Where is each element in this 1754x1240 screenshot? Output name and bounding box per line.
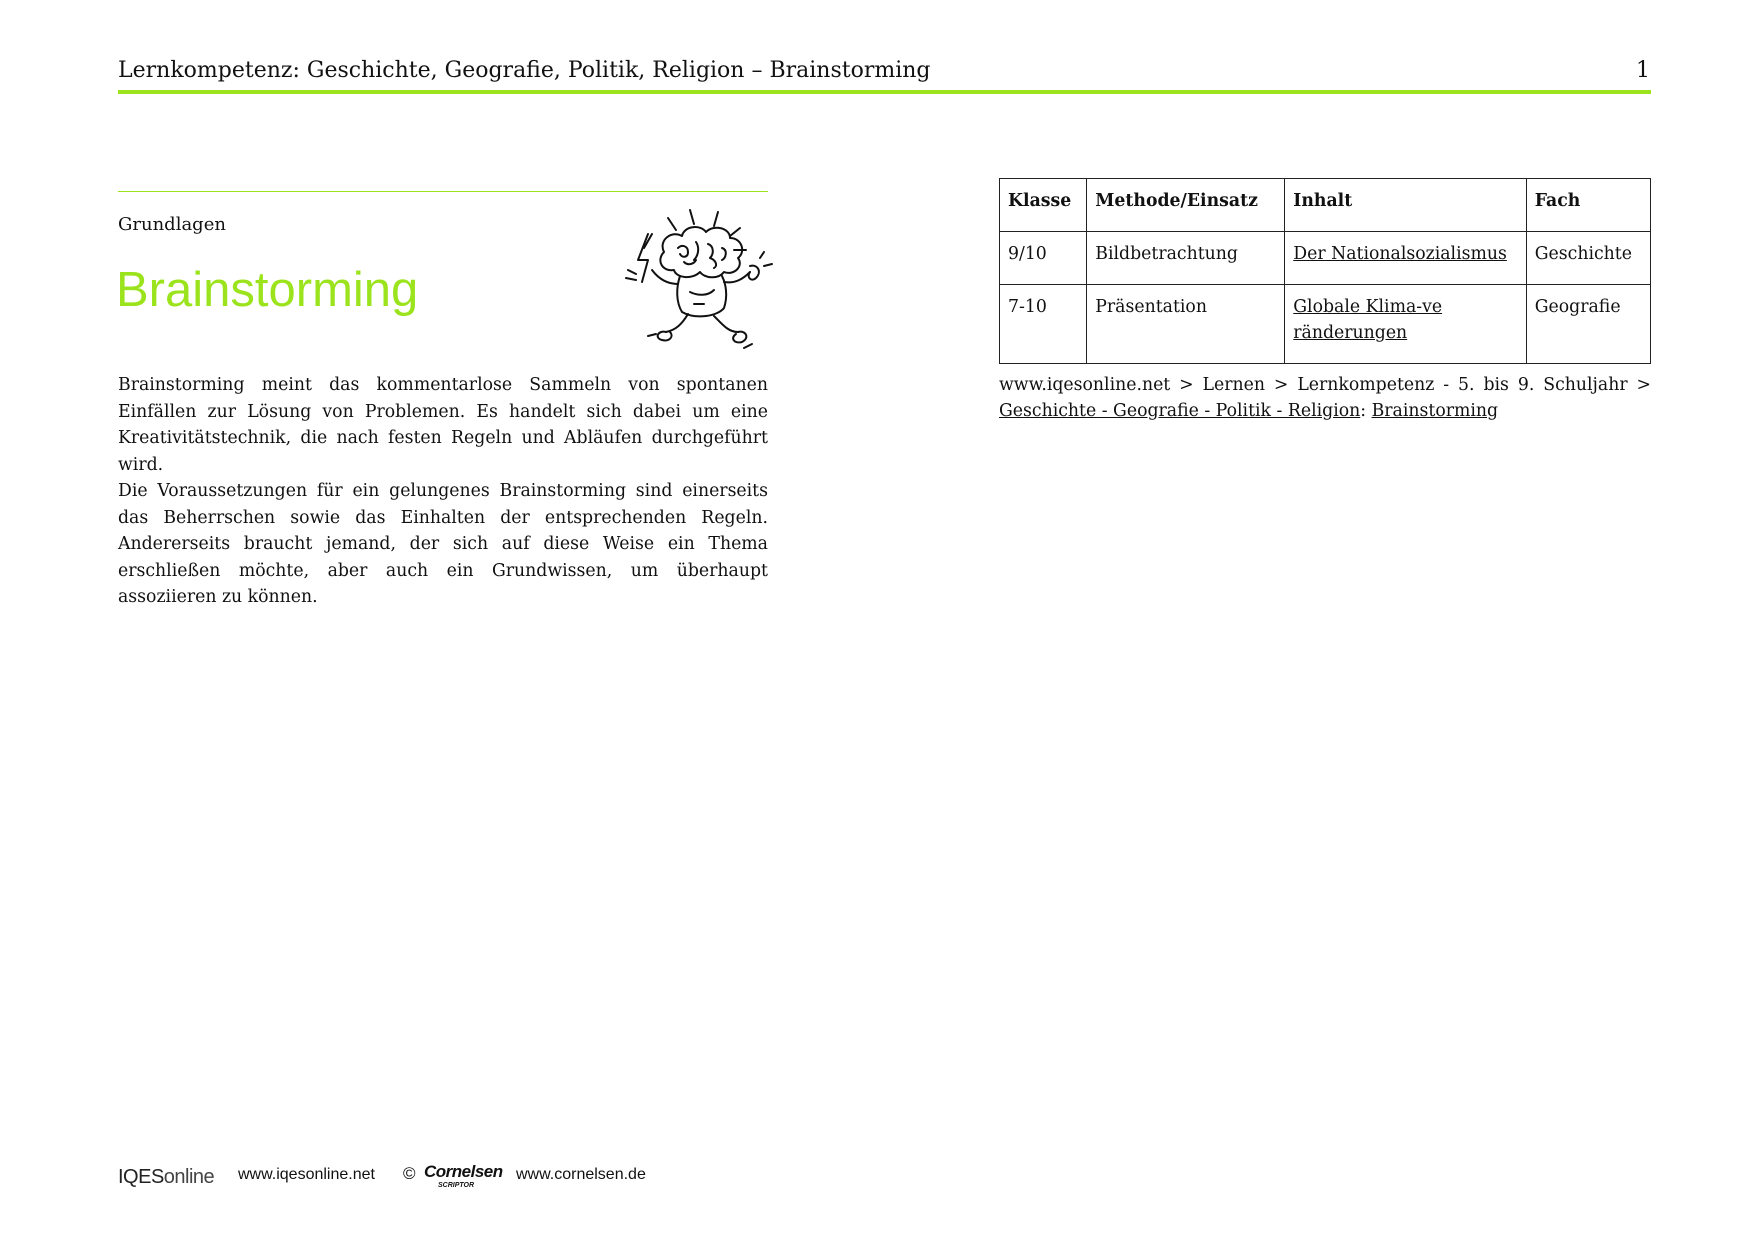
column-header-methode: Methode/Einsatz [1087,179,1285,232]
table-row [1000,285,1651,364]
brain-running-icon [618,204,778,354]
iqes-logo [118,1166,214,1189]
cell-methode: Bildbetrachtung [1087,232,1285,285]
breadcrumb-link-brainstorming[interactable]: Brainstorming [1371,401,1499,421]
cornelsen-url[interactable]: www.cornelsen.de [516,1166,646,1183]
inhalt-link[interactable]: Globale Klima-veränderungen [1293,297,1443,343]
cornelsen-logo-sub: SCRIPTOR [438,1182,475,1189]
cell-klasse: 7-10 [1000,285,1087,364]
cell-klasse: 9/10 [1000,232,1087,285]
breadcrumb-link-topic[interactable]: Geschichte - Geografie - Politik - Religion [999,401,1361,421]
cell-methode: Präsentation [1087,285,1285,364]
column-header-fach: Fach [1526,179,1650,232]
cell-inhalt-link[interactable] [1285,285,1526,364]
body-text [118,372,768,611]
breadcrumb: www.iqesonline.net > Lernen > Lernkompetenz - 5. bis 9. Schuljahr > [999,375,1651,395]
table-header-row [1000,179,1651,232]
page-header [118,54,1650,94]
table-row [1000,232,1651,285]
column-header-klasse: Klasse [1000,179,1087,232]
header-divider [118,90,1651,94]
page-number: 1 [1636,58,1650,83]
overview-table [999,178,1651,364]
breadcrumb-links [999,398,1498,425]
copyright-symbol: © [403,1164,416,1183]
cell-inhalt-link[interactable] [1285,232,1526,285]
cornelsen-logo: Cornelsen [424,1162,503,1181]
body-paragraph-2: Die Voraussetzungen für ein gelungenes Brainstorming sind einerseits das Beherrschen sowie das Einhalten der entsprechenden Regeln. Andererseits braucht jemand, der sich auf diese Weise ein Thema erschließen möchte, aber auch ein Grundwissen, um überhaupt assoziieren zu können. [118,481,768,607]
cell-fach: Geografie [1526,285,1650,364]
iqes-url[interactable]: www.iqesonline.net [238,1166,375,1183]
body-paragraph-1: Brainstorming meint das kommentarlose Sammeln von spontanen Einfällen zur Lösung von Problemen. Es handelt sich dabei um eine Kreativitätstechnik, die nach festen Regeln und Abläufen durchgeführt wird. [118,375,768,475]
iqes-logo-bold: IQES [118,1166,164,1188]
column-header-inhalt: Inhalt [1285,179,1526,232]
inhalt-link[interactable]: Der Nationalsozialismus [1293,244,1507,264]
iqes-logo-light: online [163,1166,215,1188]
section-label: Grundlagen [118,214,226,235]
breadcrumb-separator: : [1360,401,1367,421]
cell-fach: Geschichte [1526,232,1650,285]
header-title: Lernkompetenz: Geschichte, Geografie, Politik, Religion – Brainstorming [118,58,931,83]
section-divider [118,191,768,192]
page-title: Brainstorming [116,263,419,317]
